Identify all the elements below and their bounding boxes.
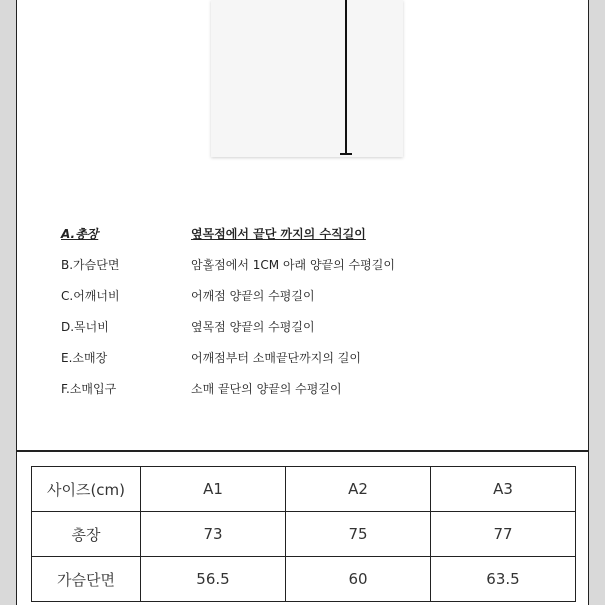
definition-label-b: B.가슴단면 — [61, 258, 120, 272]
definition-desc-d: 옆목점 양끝의 수평길이 — [191, 320, 315, 334]
definition-label-f: F.소매입구 — [61, 382, 117, 396]
length-measure-line — [345, 0, 347, 154]
table-header-cell: 사이즈(cm) — [32, 467, 141, 512]
definition-label-a: A.총장 — [61, 227, 99, 241]
definition-desc-f: 소매 끝단의 양끝의 수평길이 — [191, 382, 342, 396]
table-cell: 73 — [141, 512, 286, 557]
table-cell: 총장 — [32, 512, 141, 557]
definition-desc-b: 암홀점에서 1CM 아래 양끝의 수평길이 — [191, 258, 395, 272]
table-header-cell: A2 — [286, 467, 431, 512]
definition-label-e: E.소매장 — [61, 351, 108, 365]
table-header-row — [32, 467, 576, 512]
length-measure-end — [340, 153, 352, 155]
table-cell: 가슴단면 — [32, 557, 141, 602]
table-cell: 56.5 — [141, 557, 286, 602]
definition-label-d: D.목너비 — [61, 320, 109, 334]
definition-desc-e: 어깨점부터 소매끝단까지의 길이 — [191, 351, 361, 365]
table-header-cell: A1 — [141, 467, 286, 512]
table-cell: 63.5 — [431, 557, 576, 602]
table-header-cell: A3 — [431, 467, 576, 512]
garment-illustration — [211, 0, 403, 157]
definition-desc-a: 옆목점에서 끝단 까지의 수직길이 — [191, 227, 366, 241]
table-cell: 77 — [431, 512, 576, 557]
section-divider — [16, 450, 589, 452]
definition-desc-c: 어깨점 양끝의 수평길이 — [191, 289, 315, 303]
table-row — [32, 557, 576, 602]
definition-label-c: C.어깨너비 — [61, 289, 120, 303]
table-row — [32, 512, 576, 557]
table-cell: 60 — [286, 557, 431, 602]
table-cell: 75 — [286, 512, 431, 557]
size-table — [31, 466, 576, 602]
